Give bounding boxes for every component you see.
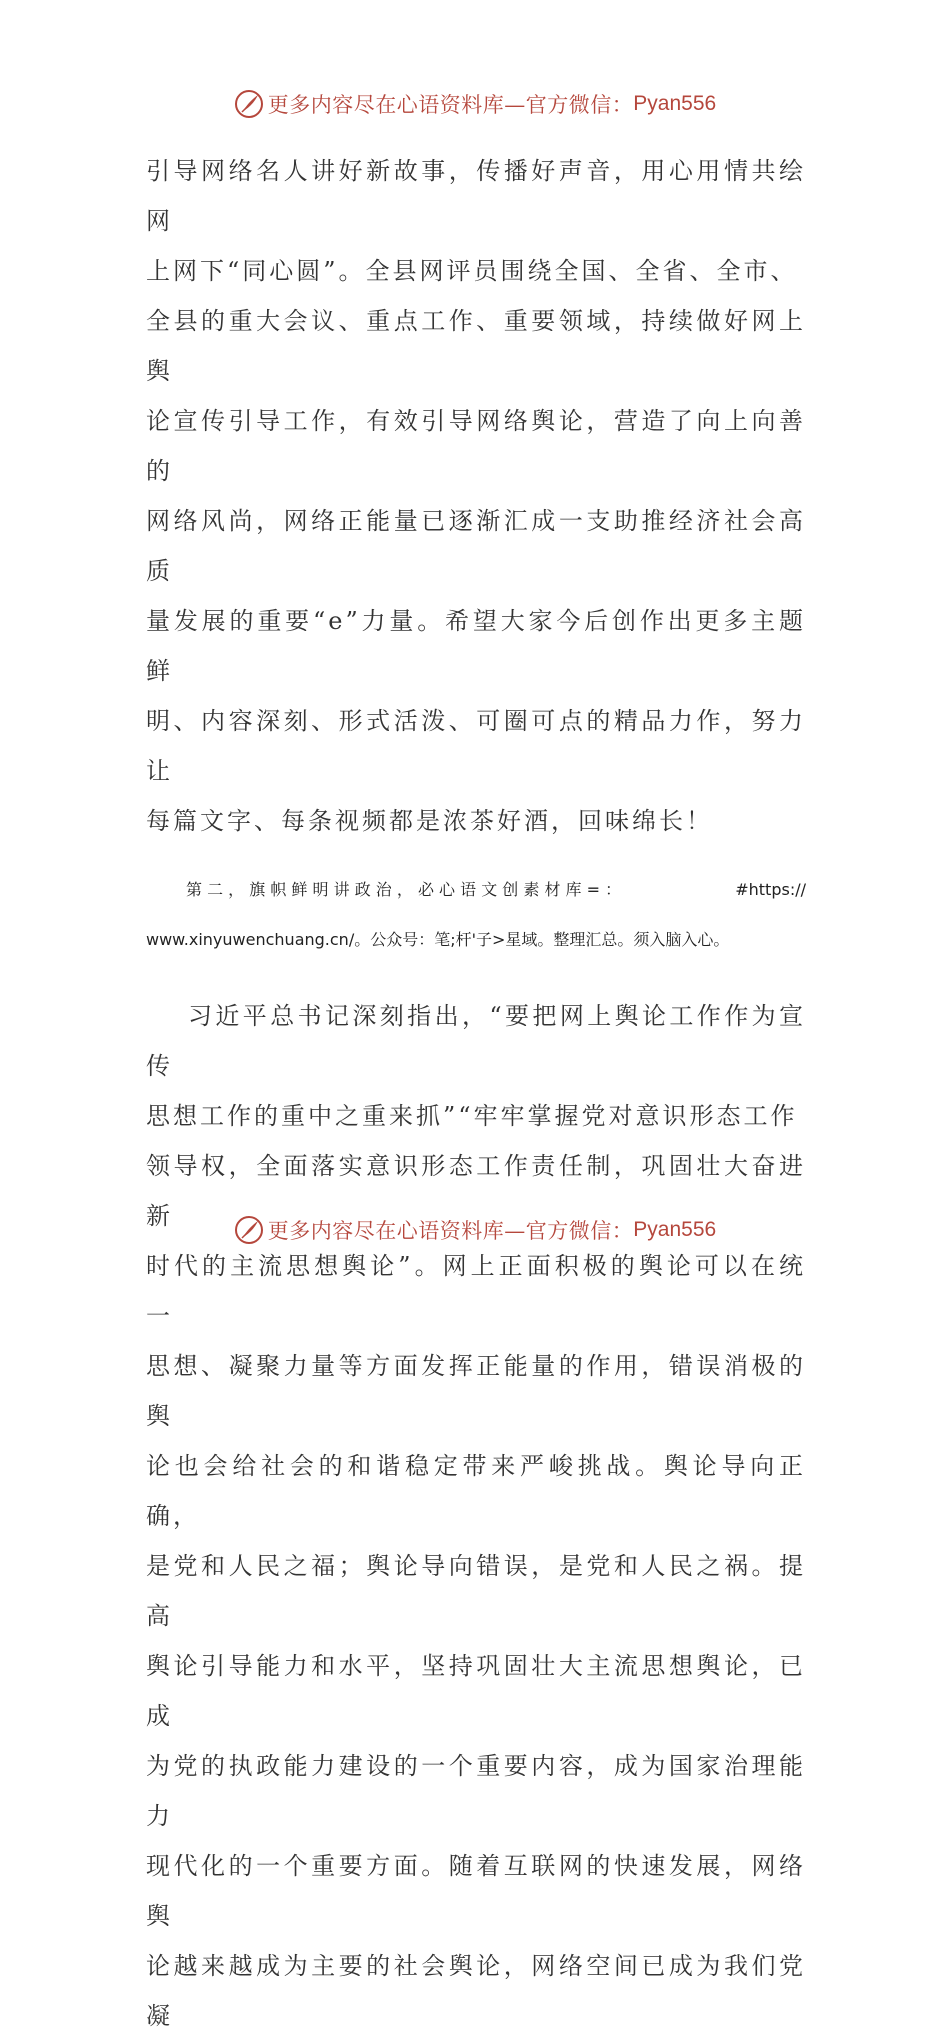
- feather-pen-logo-icon: [234, 1215, 264, 1245]
- footer-banner-text: 更多内容尽在心语资料库—官方微信：: [267, 1219, 634, 1243]
- header-banner: [0, 84, 950, 124]
- footer-wechat-id: Pyan556: [633, 1218, 717, 1241]
- paragraph-2: 习近平总书记深刻指出，“要把网上舆论工作作为宣传 思想工作的重中之重来抓”“牢牢掌握党对意识形态工作 领导权，全面落实意识形态工作责任制，巩固壮大奋进新 时代的主流思想舆论”。网上正面积极的舆论可以在统一 思想、凝聚力量等方面发挥正能量的作用，错误消极的舆 论也会给社会的和谐稳定带来严峻挑战。舆论导向正确， 是党和人民之福；舆论导向错误，是党和人民之祸。提高 舆论引导能力和水平，坚持巩固壮大主流思想舆论，已成 为党的执政能力建设的一个重要内容，成为国家治理能力 现代化的一个重要方面。随着互联网的快速发展，网络舆 论越来越成为主要的社会舆论，网络空间已成为我们党凝: [146, 1002, 806, 2030]
- header-wechat-id: Pyan556: [633, 92, 717, 115]
- header-banner-text: 更多内容尽在心语资料库—官方微信：: [267, 93, 634, 117]
- section-heading-text: 第 二 ， 旗 帜 鲜 明 讲 政 治 ， 必 心 语 文 创 素 材 库 = ：: [186, 880, 622, 899]
- section-note: [146, 852, 806, 977]
- feather-pen-logo-icon: [234, 89, 264, 119]
- paragraph-1: 引导网络名人讲好新故事，传播好声音，用心用情共绘网 上网下“同心圆”。全县网评员围绕全国、全省、全市、 全县的重大会议、重点工作、重要领域，持续做好网上舆 论宣传引导工作，有效引导网络舆论，营造了向上向善的 网络风尚，网络正能量已逐渐汇成一支助推经济社会高质 量发展的重要“e”力量。希望大家今后创作出更多主题鲜 明、内容深刻、形式活泼、可圈可点的精品力作，努力让 每篇文字、每条视频都是浓茶好酒，回味绵长！: [146, 157, 806, 835]
- footer-banner: [0, 1210, 950, 1250]
- section-note-line-2: www.xinyuwenchuang.cn/。公众号：笔;杆'子>星域。整理汇总。须入脑入心。: [146, 930, 730, 949]
- document-body: [146, 146, 806, 2041]
- section-note-line-1: [146, 877, 806, 902]
- note-link-prefix: #https://: [735, 880, 806, 899]
